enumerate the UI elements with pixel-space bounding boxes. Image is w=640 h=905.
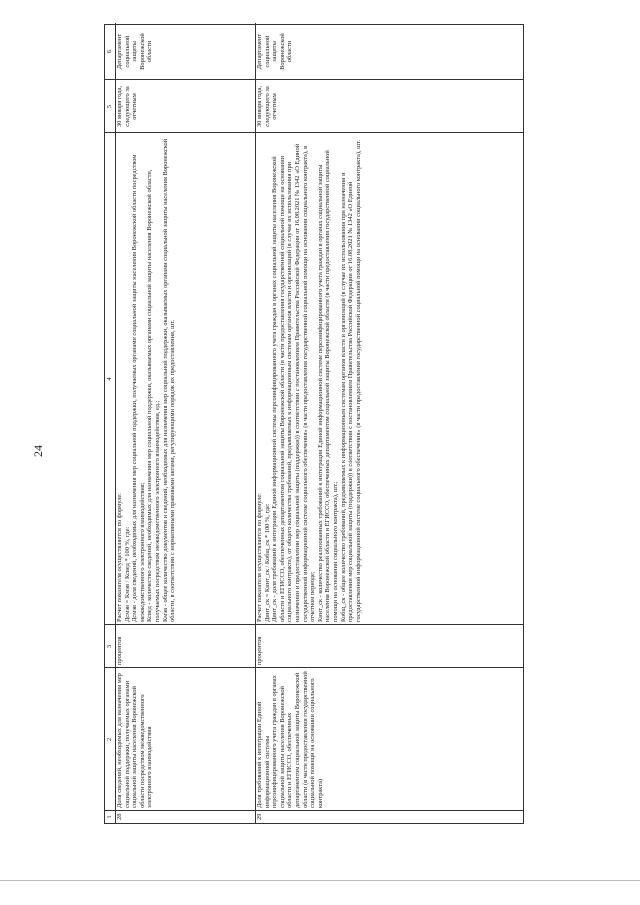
deadline: 30 января года, следующего за отчетным xyxy=(116,86,139,128)
indicators-table xyxy=(104,24,524,824)
header-col-4: 4 xyxy=(106,377,113,381)
method-line: Кмэв - общее количество документов и сведений, необходимых для назначения мер социальной поддержки, оказываемых органами социальной защиты населения Воронежской области, в соответствии с нормативными правовыми актами, регулирующими порядок их предоставления, шт. xyxy=(161,138,177,622)
method-line: Динт_ск - доля требований к интеграции Единой информационной системы персонифицированного учета граждан в органах социальной защиты населения Воронежской области и ЕГИССО, обеспеченных департаментом социальной защиты Воронежской области (в части предоставления государственной социальной помощи на основании социального контракта), от общего количества требований, предъявляемых к информационным системам органов власти и организаций (в случае их использования при назначении и предоставлении мер социальной защиты (поддержки)) в соответствии с постановлением Правительства Российской Федерации от 16.08.2021 № 1342 «О Единой государственной информационной системе социального обеспечения» (в части предоставления государственной социальной помощи на основании социального контракта), в отчетном периоде; xyxy=(271,143,317,622)
header-col-6: 6 xyxy=(106,49,113,54)
method-line: Кинт_ск - количество реализованных требований к интеграции Единой информационной системе персонифицированного учета граждан в органах социальной защиты населения Воронежской области и ЕГИССО, обеспеченных департаментом социальной защиты Воронежской области (в части предоставления государственной социальной помощи на основании социального контракта), шт.; xyxy=(316,150,339,622)
header-col-5: 5 xyxy=(106,104,113,109)
method-line: Дсмэв - доля сведений, необходимых для назначения мер социальной поддержки, получаемых органами социальной защиты населения Воронежской области посредством межведомственного электронного взаимодействия; xyxy=(131,154,146,622)
method-line: Ксвед - количество сведений, необходимых для назначения мер социальной поддержки, оказываемых органами социальной защиты населения Воронежской области, получаемых посредством межведомственного электронного взаимодействия, ед.; xyxy=(146,169,161,622)
header-col-3: 3 xyxy=(106,644,113,649)
method-line: Кобщ_ск - общее количество требований, предъявляемых к информационным системам органов власти и организаций (в случае их использования при назначении и предоставлении мер социальной защиты (поддержки)) в соответствии с постановлением Правительства Российской Федерации от 16.08.2021 № 1342 «О Единой государственной информационной системе социального обеспечения» (в части предоставления государственной социальной помощи на основании социального контракта), шт. xyxy=(339,139,362,622)
table-row xyxy=(255,23,525,823)
responsible: Департамент социальной защиты Воронежской области xyxy=(116,33,154,70)
row-number: 29 xyxy=(256,813,263,820)
deadline: 30 января года, следующего за отчетным xyxy=(256,86,279,128)
method-line: Динт_ск = Кинт_ск / Кобщ_ск * 100 %, где: xyxy=(263,503,271,622)
table-row xyxy=(115,23,256,823)
unit: процентов xyxy=(256,636,263,665)
responsible: Департамент социальной защиты Воронежской области xyxy=(256,33,294,70)
calculation-method xyxy=(115,133,178,625)
page-number: 24 xyxy=(31,445,45,457)
rotated-table-wrapper xyxy=(104,24,524,824)
method-line: Расчет показателя осуществляется по формуле: xyxy=(256,493,263,622)
indicator-name: Доля требований к интеграции Единой информационной системы персонифицированного учета граждан в органах социальной защиты населения Воронежской области и ЕГИССО, обеспеченных департаментом социальной защиты Воронежской области (в части предоставления государственной социальной помощи на основании социального контракта) xyxy=(256,671,324,808)
method-line: Расчет показателя осуществляется по формуле: xyxy=(116,493,123,622)
scan-edge-line xyxy=(0,880,640,881)
header-col-1: 1 xyxy=(106,815,113,819)
row-number: 28 xyxy=(116,813,123,820)
indicator-name: Доля сведений, необходимых для назначения мер социальной поддержки, получаемых органами социальной защиты населения Воронежской области посредством межведомственного электронного взаимодействия xyxy=(116,673,154,808)
unit: процентов xyxy=(116,636,123,665)
header-col-2: 2 xyxy=(106,737,113,742)
method-line: Дсмэв = Кмэв / Ксвед * 100 %, где: xyxy=(123,526,131,622)
calculation-method xyxy=(255,133,363,625)
